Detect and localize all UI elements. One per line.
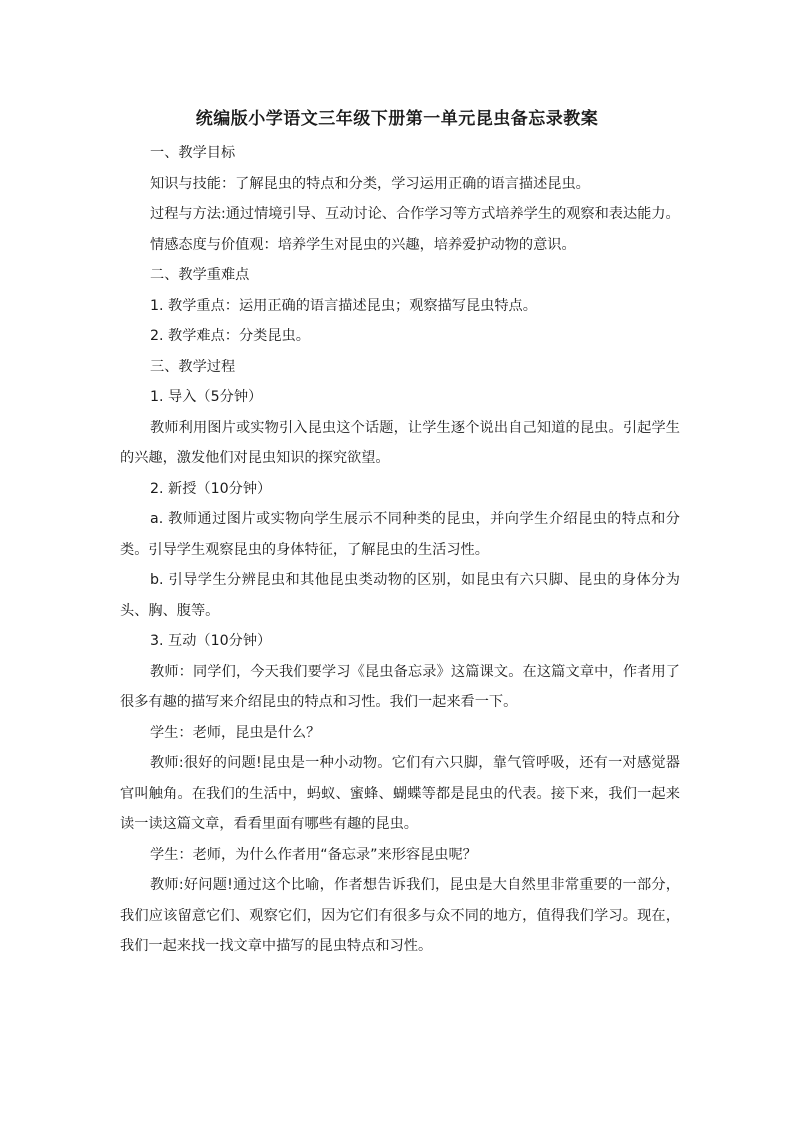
step-intro-text: 教师利用图片或实物引入昆虫这个话题，让学生逐个说出自己知道的昆虫。引起学生的兴趣，激发他们对昆虫知识的探究欲望。 xyxy=(120,419,680,466)
document-body xyxy=(120,138,680,962)
objective-process: 过程与方法:通过情境引导、互动讨论、合作学习等方式培养学生的观察和表达能力。 xyxy=(150,206,680,222)
step-new-heading: 2. 新授（10分钟） xyxy=(150,480,272,497)
dialogue-teacher-2: 教师:很好的问题!昆虫是一种小动物。它们有六只脚，靠气管呼吸，还有一对感觉器官叫触角。在我们的生活中，蚂蚁、蜜蜂、蝴蝶等都是昆虫的代表。接下来，我们一起来读一读这篇文章，看看里面有哪些有趣的昆虫。 xyxy=(120,755,680,832)
key-point-difficulty: 2. 教学难点：分类昆虫。 xyxy=(150,328,310,344)
step-intro-heading: 1. 导入（5分钟） xyxy=(150,389,263,405)
step-new-item-a: a. 教师通过图片或实物向学生展示不同种类的昆虫，并向学生介绍昆虫的特点和分类。引导学生观察昆虫的身体特征，了解昆虫的生活习性。 xyxy=(120,511,680,558)
objective-knowledge: 知识与技能：了解昆虫的特点和分类，学习运用正确的语言描述昆虫。 xyxy=(150,175,590,192)
dialogue-teacher-1: 教师：同学们，今天我们要学习《昆虫备忘录》这篇课文。在这篇文章中，作者用了很多有趣的描写来介绍昆虫的特点和习性。我们一起来看一下。 xyxy=(120,663,680,710)
dialogue-student-2: 学生：老师，为什么作者用“备忘录”来形容昆虫呢？ xyxy=(150,846,477,863)
section-heading-objectives: 一、教学目标 xyxy=(150,145,236,161)
dialogue-student-1: 学生：老师，昆虫是什么？ xyxy=(150,724,321,741)
step-new-item-b: b. 引导学生分辨昆虫和其他昆虫类动物的区别，如昆虫有六只脚、昆虫的身体分为头、胸、腹等。 xyxy=(120,572,680,619)
dialogue-teacher-3: 教师:好问题!通过这个比喻，作者想告诉我们，昆虫是大自然里非常重要的一部分，我们应该留意它们、观察它们，因为它们有很多与众不同的地方，值得我们学习。现在，我们一起来找一找文章中描写的昆虫特点和习性。 xyxy=(120,877,680,954)
document-title: 统编版小学语文三年级下册第一单元昆虫备忘录教案 xyxy=(195,109,599,129)
section-heading-process: 三、教学过程 xyxy=(150,358,236,375)
step-interact-heading: 3. 互动（10分钟） xyxy=(150,633,272,649)
objective-attitude: 情感态度与价值观：培养学生对昆虫的兴趣，培养爱护动物的意识。 xyxy=(150,236,576,253)
section-heading-key-points: 二、教学重难点 xyxy=(150,267,250,283)
key-point-focus: 1. 教学重点：运用正确的语言描述昆虫；观察描写昆虫特点。 xyxy=(150,297,537,314)
